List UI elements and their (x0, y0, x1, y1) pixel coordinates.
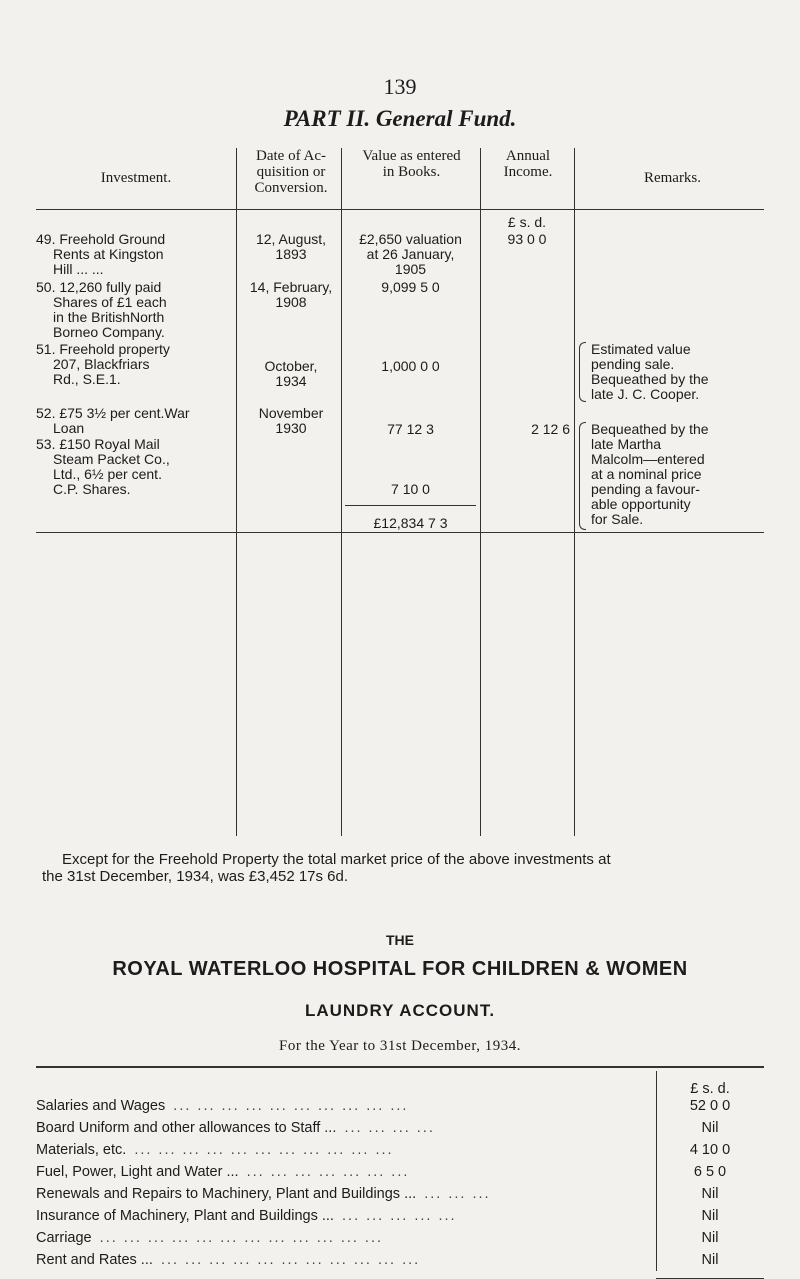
remark-brace (579, 342, 586, 402)
account-currency-header: £ s. d. (690, 1081, 730, 1097)
account-row: Fuel, Power, Light and Water ... ... ... ... ... ... ... ... 6 5 0 (36, 1164, 727, 1180)
value-header: Value as entered in Books. (362, 148, 461, 180)
remark-bequeathed: Bequeathed by the late Martha Malcolm—entered at a nominal price pending a favour- able opportunity for Sale. (591, 421, 709, 527)
book-value: 1,000 0 0 (381, 358, 440, 374)
book-value: 7 10 0 (391, 481, 430, 497)
investment-header: Investment. (100, 170, 172, 186)
page-number: 139 (383, 74, 417, 99)
acquisition-date: November 1930 (258, 405, 324, 436)
the-label: THE (386, 932, 414, 948)
income-header: Annual Income. (503, 148, 553, 180)
annual-income: 2 12 6 (531, 421, 570, 437)
book-value: £2,650 valuation at 26 January, 1905 (359, 231, 462, 277)
book-value: 9,099 5 0 (381, 279, 440, 295)
market-price-note: Except for the Freehold Property the total market price of the above investments at the 31st December, 1934, was £3,452 17s 6d. (42, 851, 611, 885)
double-rule (36, 1066, 764, 1068)
investments-table (36, 148, 764, 836)
account-row: Insurance of Machinery, Plant and Buildings ... ... ... ... ... ... Nil (36, 1208, 719, 1224)
remark-brace (579, 422, 586, 530)
hospital-title: ROYAL WATERLOO HOSPITAL FOR CHILDREN & WOMEN (112, 958, 688, 980)
account-row: Renewals and Repairs to Machinery, Plant and Buildings ... ... ... ... Nil (36, 1186, 719, 1202)
table-bottom-rule (36, 532, 764, 533)
income-currency-header: £ s. d. (507, 214, 547, 230)
account-row: Salaries and Wages ... ... ... ... ... ... ... ... ... ... 52 0 0 (36, 1098, 731, 1114)
account-title: LAUNDRY ACCOUNT. (304, 1001, 496, 1020)
amount-column-divider (656, 1071, 657, 1271)
account-row: Materials, etc. ... ... ... ... ... ... ... ... ... ... ... 4 10 0 (36, 1142, 731, 1158)
column-divider (574, 148, 575, 836)
annual-income: 93 0 0 (507, 231, 547, 247)
remarks-header: Remarks. (643, 170, 702, 186)
acquisition-date: 12, August, 1893 (255, 231, 327, 262)
account-row: Board Uniform and other allowances to Staff ... ... ... ... ... Nil (36, 1120, 719, 1136)
investment-row: 53. £150 Royal Mail Steam Packet Co., Ltd., 6½ per cent. C.P. Shares. (36, 436, 170, 497)
date-header: Date of Ac- quisition or Conversion. (254, 148, 328, 196)
period-line: For the Year to 31st December, 1934. (279, 1038, 521, 1054)
account-row: Rent and Rates ... ... ... ... ... ... ... ... ... ... ... ... Nil (36, 1252, 719, 1268)
remark-estimated-value: Estimated value pending sale. Bequeathed by the late J. C. Cooper. (591, 341, 709, 402)
part-title: PART II. General Fund. (283, 106, 517, 131)
acquisition-date: 14, February, 1908 (249, 279, 333, 310)
book-value-total: £12,834 7 3 (373, 515, 448, 531)
investment-row: 49. Freehold Ground Rents at Kingston Hill ... ... (36, 231, 166, 277)
total-rule (345, 505, 476, 506)
investment-row: 52. £75 3½ per cent.War Loan (36, 405, 190, 436)
column-divider (236, 148, 237, 836)
investment-row: 51. Freehold property 207, Blackfriars Rd., S.E.1. (36, 341, 170, 387)
investment-row: 50. 12,260 fully paid Shares of £1 each in the BritishNorth Borneo Company. (36, 279, 167, 340)
account-row: Carriage ... ... ... ... ... ... ... ... ... ... ... ... Nil (36, 1230, 719, 1246)
header-rule (36, 209, 764, 210)
acquisition-date: October, 1934 (264, 358, 318, 389)
book-value: 77 12 3 (387, 421, 434, 437)
column-divider (480, 148, 481, 836)
